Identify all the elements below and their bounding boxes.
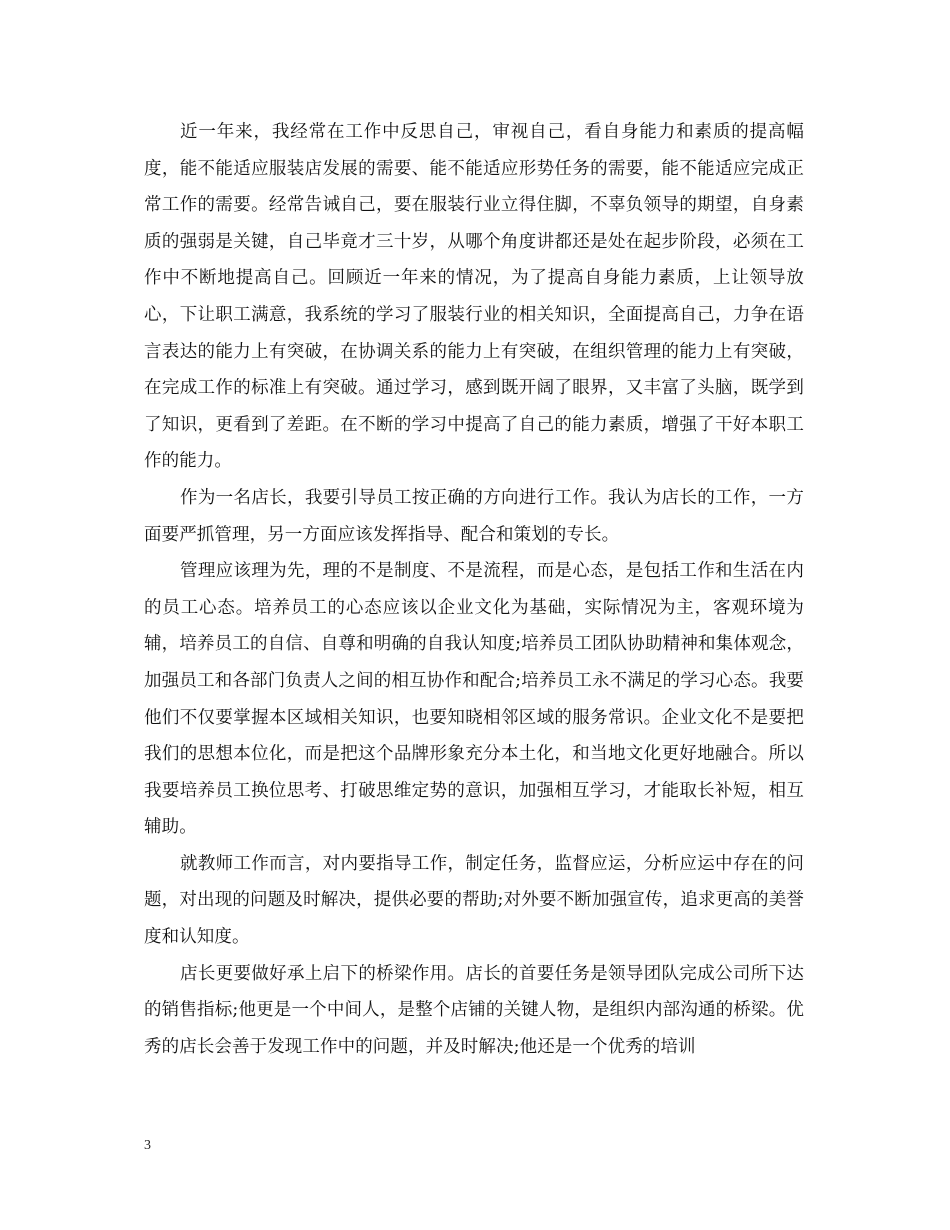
page-body [144,114,804,1065]
paragraph-store-manager-role: 作为一名店长，我要引导员工按正确的方向进行工作。我认为店长的工作，一方面要严抓管理，另一方面应该发挥指导、配合和策划的专长。 [144,487,804,545]
paragraph-teaching-work: 就教师工作而言，对内要指导工作，制定任务，监督应运，分析应运中存在的问题，对出现的问题及时解决，提供必要的帮助;对外要不断加强宣传，追求更高的美誉度和认知度。 [144,853,804,948]
paragraph-self-reflection: 近一年来，我经常在工作中反思自己，审视自己，看自身能力和素质的提高幅度，能不能适应服装店发展的需要、能不能适应形势任务的需要，能不能适应完成正常工作的需要。经常告诫自己，要在服装行业立得住脚，不辜负领导的期望，自身素质的强弱是关键，自己毕竟才三十岁，从哪个角度讲都还是处在起步阶段，必须在工作中不断地提高自己。回顾近一年来的情况，为了提高自身能力素质，上让领导放心，下让职工满意，我系统的学习了服装行业的相关知识，全面提高自己，力争在语言表达的能力上有突破，在协调关系的能力上有突破，在组织管理的能力上有突破，在完成工作的标准上有突破。通过学习，感到既开阔了眼界，又丰富了头脑，既学到了知识，更看到了差距。在不断的学习中提高了自己的能力素质，增强了干好本职工作的能力。 [144,122,804,472]
paragraph-management-mindset: 管理应该理为先，理的不是制度、不是流程，而是心态，是包括工作和生活在内的员工心态。培养员工的心态应该以企业文化为基础，实际情况为主，客观环境为辅，培养员工的自信、自尊和明确的自我认知度;培养员工团队协助精神和集体观念，加强员工和各部门负责人之间的相互协作和配合;培养员工永不满足的学习心态。我要他们不仅要掌握本区域相关知识，也要知晓相邻区域的服务常识。企业文化不是要把我们的思想本位化，而是把这个品牌形象充分本土化，和当地文化更好地融合。所以我要培养员工换位思考、打破思维定势的意识，加强相互学习，才能取长补短，相互辅助。 [144,561,804,838]
page-number: 3 [144,1138,151,1153]
paragraph-bridge-role: 店长更要做好承上启下的桥梁作用。店长的首要任务是领导团队完成公司所下达的销售指标;他更是一个中间人，是整个店铺的关键人物，是组织内部沟通的桥梁。优秀的店长会善于发现工作中的问题，并及时解决;他还是一个优秀的培训 [144,963,804,1057]
